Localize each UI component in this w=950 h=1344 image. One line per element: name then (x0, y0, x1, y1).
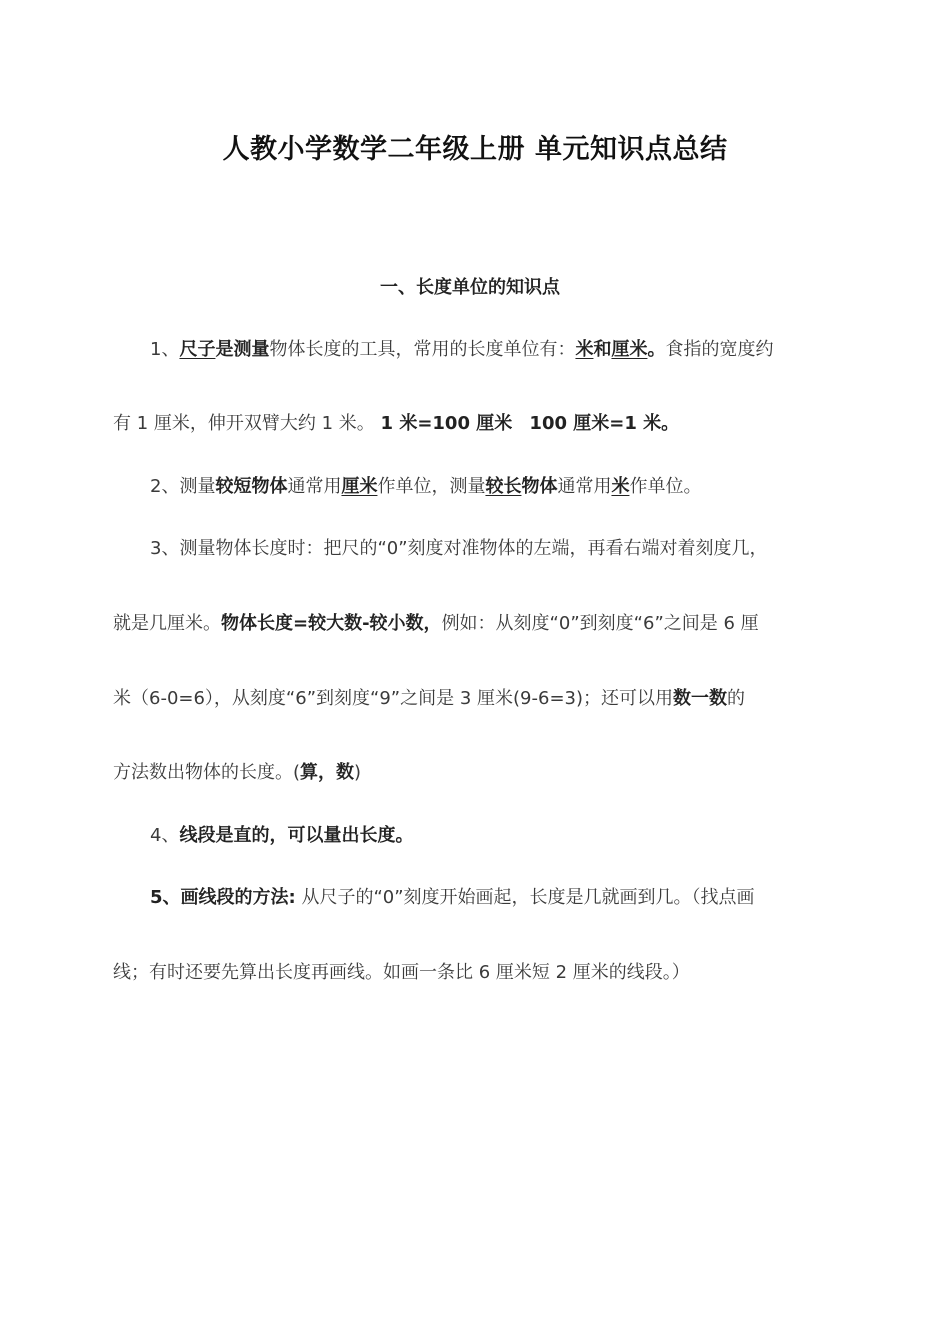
term-short-object: 较短物体 (215, 476, 288, 497)
formula-cm-to-meter: 100 厘米=1 米。 (529, 413, 680, 434)
term-long: 较长 (485, 476, 522, 497)
paragraph-1-line-1: 1、尺子是测量物体长度的工具，常用的长度单位有：米和厘米。食指的宽度约 (150, 339, 774, 360)
term-ruler: 尺子 (179, 339, 216, 360)
paragraph-2: 2、测量较短物体通常用厘米作单位，测量较长物体通常用米作单位。 (150, 476, 702, 497)
paragraph-5-line-2: 线；有时还要先算出长度再画线。如画一条比 6 厘米短 2 厘米的线段。） (113, 962, 690, 983)
paragraph-3-line-4: 方法数出物体的长度。(算，数) (113, 762, 362, 783)
term-count: 数一数 (673, 688, 728, 709)
paragraph-1-line-2: 有 1 厘米，伸开双臂大约 1 米。 1 米=100 厘米 100 厘米=1 米。 (113, 413, 680, 434)
formula-meter-to-cm: 1 米=100 厘米 (380, 413, 513, 434)
paragraph-3-line-2: 就是几厘米。物体长度=较大数-较小数，例如：从刻度“0”到刻度“6”之间是 6 厘 (113, 613, 759, 634)
term-meter: 米 (611, 476, 630, 497)
term-calc-count: 算，数 (300, 762, 355, 783)
document-title: 人教小学数学二年级上册 单元知识点总结 (222, 134, 728, 165)
paragraph-3-line-1: 3、测量物体长度时：把尺的“0”刻度对准物体的左端，再看右端对着刻度几， (150, 538, 768, 559)
term-measure: 测量 (233, 339, 270, 360)
term-meter: 米 (575, 339, 594, 360)
paragraph-3-line-3: 米（6-0=6），从刻度“6”到刻度“9”之间是 3 厘米(9-6=3)；还可以用数一数的 (113, 688, 746, 709)
section-heading: 一、长度单位的知识点 (380, 277, 560, 298)
paragraph-5-line-1: 5、画线段的方法: 从尺子的“0”刻度开始画起，长度是几就画到几。（找点画 (150, 887, 755, 908)
formula-length: 物体长度=较大数-较小数， (221, 613, 442, 634)
paragraph-4: 4、线段是直的，可以量出长度。 (150, 825, 414, 846)
term-centimeter: 厘米 (611, 339, 648, 360)
draw-segment-label: 5、画线段的方法: (150, 887, 296, 908)
segment-fact: 线段是直的，可以量出长度。 (179, 825, 414, 846)
term-centimeter: 厘米 (341, 476, 378, 497)
term-object: 物体 (521, 476, 558, 497)
